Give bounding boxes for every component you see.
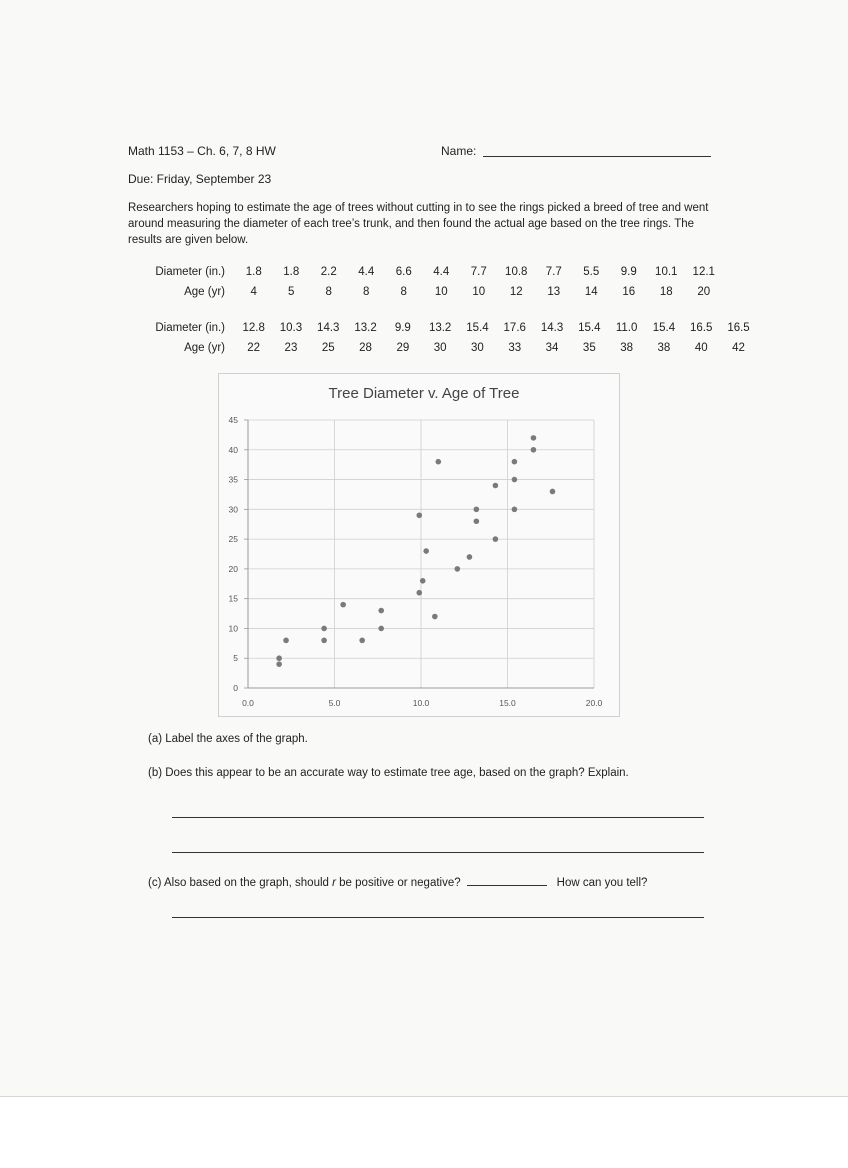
data-point	[531, 435, 537, 441]
diameter-cell: 1.8	[245, 266, 262, 278]
x-tick-label: 5.0	[328, 698, 341, 708]
diameter-cell: 14.3	[540, 322, 564, 334]
age-row-label: Age (yr)	[184, 286, 225, 298]
age-cell: 10	[472, 286, 486, 298]
data-point	[474, 507, 480, 513]
data-point	[276, 655, 282, 661]
x-tick-label: 0.0	[242, 698, 254, 708]
data-point	[420, 578, 426, 584]
diameter-cell: 10.1	[655, 266, 678, 278]
due-date: Due: Friday, September 23	[128, 172, 272, 186]
y-tick-label: 15	[228, 593, 238, 604]
diameter-row-label: Diameter (in.)	[155, 266, 225, 278]
age-cell: 12	[509, 286, 523, 298]
age-cell: 8	[363, 286, 370, 298]
age-cell: 14	[584, 286, 598, 298]
data-point	[493, 536, 499, 542]
data-point	[276, 661, 282, 667]
x-tick-label: 15.0	[499, 698, 516, 708]
question-c-variable: r	[332, 877, 336, 889]
page-edge	[0, 1096, 848, 1097]
age-cell: 16	[622, 286, 636, 298]
age-row-label: Age (yr)	[184, 342, 225, 354]
diameter-cell: 14.3	[317, 322, 340, 334]
diameter-cell: 16.5	[727, 322, 750, 334]
data-point	[455, 566, 461, 572]
age-cell: 30	[433, 342, 447, 354]
y-tick-label: 20	[228, 563, 238, 574]
data-point	[512, 477, 518, 483]
course-title: Math 1153 – Ch. 6, 7, 8 HW	[128, 144, 276, 158]
name-label: Name:	[441, 144, 477, 158]
data-point	[416, 590, 422, 596]
diameter-cell: 7.7	[470, 266, 487, 278]
age-cell: 38	[657, 342, 671, 354]
y-tick-label: 30	[228, 504, 238, 515]
diameter-cell: 12.8	[242, 322, 265, 334]
diameter-row-label: Diameter (in.)	[155, 322, 225, 334]
age-cell: 20	[697, 286, 711, 298]
question-a: (a) Label the axes of the graph.	[148, 733, 308, 745]
chart-title: Tree Diameter v. Age of Tree	[328, 385, 520, 402]
data-point	[378, 608, 384, 614]
y-tick-label: 0	[233, 683, 238, 693]
data-point	[378, 626, 384, 632]
diameter-cell: 4.4	[433, 266, 450, 278]
age-cell: 30	[471, 342, 484, 354]
x-tick-label: 10.0	[412, 698, 430, 708]
data-point	[321, 626, 327, 632]
x-tick-label: 20.0	[585, 698, 603, 708]
answer-line-b1[interactable]	[172, 817, 704, 818]
data-point	[493, 483, 499, 489]
y-tick-label: 40	[228, 444, 238, 455]
data-point	[512, 459, 518, 465]
question-c	[148, 877, 647, 889]
data-point	[321, 638, 327, 644]
age-cell: 34	[545, 342, 559, 354]
age-cell: 33	[508, 342, 522, 354]
age-cell: 38	[620, 342, 634, 354]
y-tick-label: 35	[228, 474, 238, 485]
diameter-cell: 12.1	[692, 266, 715, 278]
data-point	[531, 447, 537, 453]
age-cell: 40	[694, 342, 708, 354]
age-cell: 23	[284, 342, 298, 354]
age-cell: 25	[321, 342, 335, 354]
diameter-cell: 11.0	[615, 322, 638, 334]
question-c-prefix: (c) Also based on the graph, should	[148, 877, 333, 889]
age-cell: 29	[396, 342, 410, 354]
data-point	[283, 638, 289, 644]
sign-answer-blank[interactable]	[467, 885, 547, 886]
diameter-cell: 6.6	[395, 266, 412, 278]
data-point	[467, 554, 473, 560]
y-tick-label: 25	[228, 534, 238, 545]
diameter-cell: 7.7	[545, 266, 562, 278]
age-cell: 8	[400, 286, 407, 298]
age-cell: 13	[547, 286, 561, 298]
age-cell: 5	[288, 286, 295, 298]
diameter-cell: 13.2	[354, 322, 377, 334]
age-cell: 35	[582, 342, 596, 354]
diameter-cell: 4.4	[358, 266, 375, 278]
diameter-cell: 5.5	[583, 266, 600, 278]
age-cell: 18	[659, 286, 673, 298]
problem-intro: Researchers hoping to estimate the age of trees without cutting in to see the rings picked a breed of tree and went around measuring the diameter of each tree’s trunk, and then found the actual age based on the tree rings. The results are given below.	[128, 202, 709, 246]
data-point	[512, 507, 518, 513]
data-point	[436, 459, 442, 465]
age-cell: 28	[359, 342, 372, 354]
diameter-cell: 17.6	[503, 322, 526, 334]
diameter-cell: 9.9	[394, 322, 411, 334]
age-cell: 4	[250, 286, 257, 298]
question-c-middle: be positive or negative?	[335, 877, 461, 889]
diameter-cell: 10.8	[505, 266, 528, 278]
age-cell: 22	[247, 342, 261, 354]
diameter-cell: 10.3	[279, 322, 303, 334]
diameter-cell: 13.2	[428, 322, 452, 334]
question-c-suffix: How can you tell?	[556, 877, 648, 889]
data-point	[359, 638, 365, 644]
age-cell: 10	[434, 286, 448, 298]
diameter-cell: 15.4	[466, 322, 489, 334]
data-point	[423, 548, 429, 554]
answer-line-c[interactable]	[172, 917, 704, 918]
data-point	[340, 602, 346, 608]
data-point	[416, 512, 422, 518]
diameter-cell: 2.2	[320, 266, 337, 278]
diameter-cell: 9.9	[620, 266, 637, 278]
y-tick-label: 45	[228, 415, 238, 425]
answer-line-b2[interactable]	[172, 852, 704, 853]
y-tick-label: 10	[228, 623, 238, 634]
data-point	[550, 489, 556, 495]
diameter-cell: 15.4	[578, 322, 601, 334]
y-tick-label: 5	[233, 653, 238, 664]
diameter-cell: 1.8	[283, 266, 300, 278]
diameter-cell: 15.4	[652, 322, 676, 334]
data-point	[474, 518, 480, 524]
diameter-cell: 16.5	[690, 322, 713, 334]
age-cell: 42	[732, 342, 745, 354]
data-point	[432, 614, 438, 620]
age-cell: 8	[325, 286, 332, 298]
question-b: (b) Does this appear to be an accurate way to estimate tree age, based on the graph? Explain.	[148, 767, 629, 779]
